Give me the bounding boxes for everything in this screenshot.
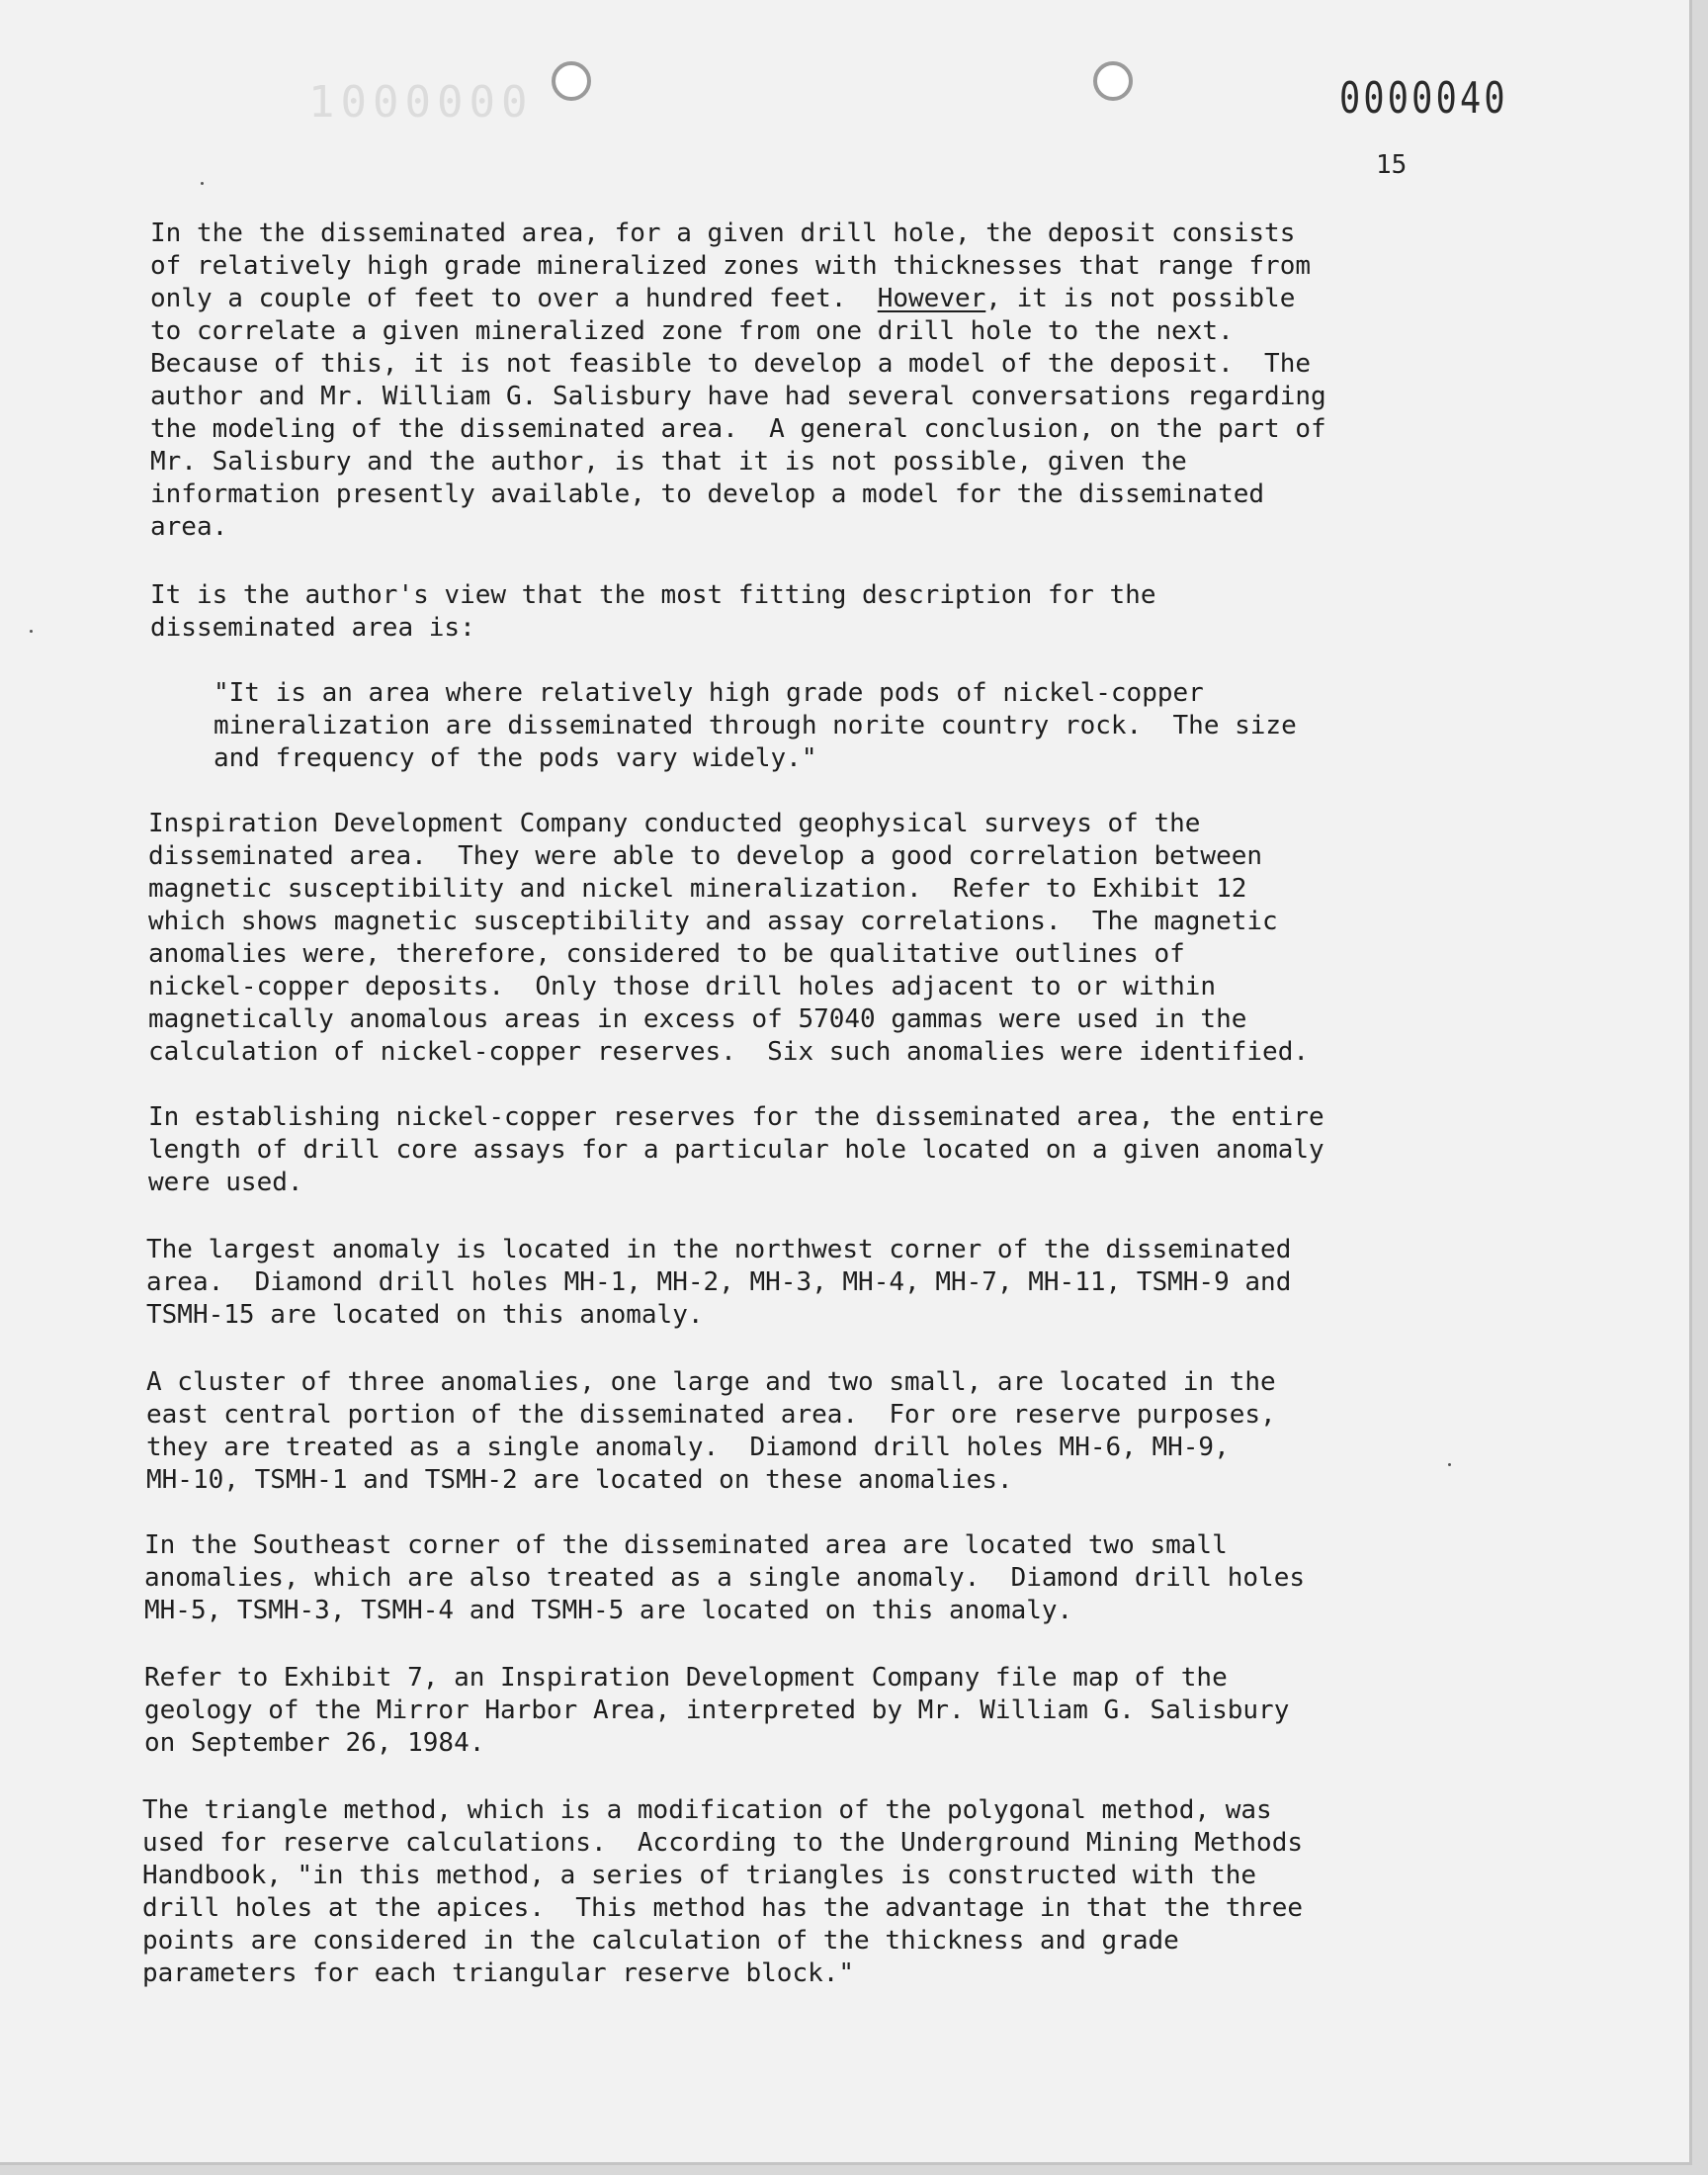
text-line: mineralization are disseminated through norite country rock. The size <box>214 711 1297 740</box>
text-line: magnetically anomalous areas in excess of 57040 gammas were used in the <box>148 1004 1247 1034</box>
text-line: calculation of nickel-copper reserves. Six such anomalies were identified. <box>148 1037 1309 1067</box>
text-line: area. <box>150 512 228 542</box>
text-line: Mr. Salisbury and the author, is that it is not possible, given the <box>150 447 1187 477</box>
scan-speck <box>201 182 204 185</box>
text-line: anomalies were, therefore, considered to be qualitative outlines of <box>148 939 1185 969</box>
paragraph-cluster-anomalies <box>146 1366 1276 1497</box>
text-line: they are treated as a single anomaly. Diamond drill holes MH-6, MH-9, <box>146 1433 1230 1462</box>
text-line: east central portion of the disseminated area. For ore reserve purposes, <box>146 1400 1276 1430</box>
text-line: Refer to Exhibit 7, an Inspiration Development Company file map of the <box>144 1663 1228 1693</box>
text-line: disseminated area. They were able to develop a good correlation between <box>148 841 1263 871</box>
text-line: were used. <box>148 1168 303 1197</box>
block-quote <box>214 677 1297 775</box>
text-line: and frequency of the pods vary widely." <box>214 743 817 773</box>
text-line: author and Mr. William G. Salisbury have had several conversations regarding <box>150 382 1326 411</box>
text-line: A cluster of three anomalies, one large and two small, are located in the <box>146 1367 1276 1397</box>
text-line: nickel-copper deposits. Only those drill holes adjacent to or within <box>148 972 1217 1001</box>
punch-hole-right <box>1093 61 1133 101</box>
faded-bates-stamp: 1000000 <box>308 77 534 128</box>
text-line: In the Southeast corner of the disseminated area are located two small <box>144 1530 1228 1560</box>
text-line <box>150 283 1326 315</box>
text-line: MH-5, TSMH-3, TSMH-4 and TSMH-5 are located on this anomaly. <box>144 1596 1073 1625</box>
text-segment: , it is not possible <box>985 284 1296 313</box>
paragraph-southeast-anomalies <box>144 1529 1305 1627</box>
underlined-word: However <box>877 284 986 313</box>
paragraph-exhibit-7 <box>144 1662 1289 1760</box>
text-line: of relatively high grade mineralized zones with thicknesses that range from <box>150 251 1311 281</box>
text-line: In the the disseminated area, for a given drill hole, the deposit consists <box>150 218 1296 248</box>
text-line: Inspiration Development Company conducted geophysical surveys of the <box>148 809 1201 838</box>
punch-hole-left <box>552 61 591 101</box>
text-line: The largest anomaly is located in the northwest corner of the disseminated <box>146 1235 1292 1264</box>
text-line: length of drill core assays for a particular hole located on a given anomaly <box>148 1135 1324 1165</box>
scan-speck <box>1448 1463 1451 1466</box>
text-line: area. Diamond drill holes MH-1, MH-2, MH-3, MH-4, MH-7, MH-11, TSMH-9 and <box>146 1267 1292 1297</box>
text-line: disseminated area is: <box>150 613 475 643</box>
paragraph-establishing-reserves <box>148 1101 1324 1199</box>
paragraph-author-view <box>150 579 1155 645</box>
paragraph-largest-anomaly <box>146 1234 1291 1332</box>
text-line: Handbook, "in this method, a series of triangles is constructed with the <box>142 1861 1257 1890</box>
text-line: "It is an area where relatively high grade pods of nickel-copper <box>214 678 1204 708</box>
text-line: information presently available, to develop a model for the disseminated <box>150 479 1265 509</box>
text-line: drill holes at the apices. This method has the advantage in that the three <box>142 1893 1303 1923</box>
text-line: anomalies, which are also treated as a single anomaly. Diamond drill holes <box>144 1563 1305 1593</box>
text-line: magnetic susceptibility and nickel mineralization. Refer to Exhibit 12 <box>148 874 1247 904</box>
text-line: Because of this, it is not feasible to develop a model of the deposit. The <box>150 349 1311 379</box>
paragraph-geophysical-surveys <box>148 808 1309 1069</box>
bates-number-stamp: 0000040 <box>1339 73 1508 124</box>
page-number: 15 <box>1376 150 1408 180</box>
paragraph-triangle-method <box>142 1794 1303 1990</box>
text-line: TSMH-15 are located on this anomaly. <box>146 1300 704 1330</box>
text-line: points are considered in the calculation of the thickness and grade <box>142 1926 1179 1956</box>
text-line: which shows magnetic susceptibility and assay correlations. The magnetic <box>148 907 1278 936</box>
text-segment: only a couple of feet to over a hundred feet. <box>150 284 878 313</box>
text-line: on September 26, 1984. <box>144 1728 485 1758</box>
text-line: It is the author's view that the most fitting description for the <box>150 580 1156 610</box>
text-line: to correlate a given mineralized zone from one drill hole to the next. <box>150 316 1234 346</box>
text-line: The triangle method, which is a modification of the polygonal method, was <box>142 1795 1272 1825</box>
text-line: parameters for each triangular reserve block." <box>142 1958 855 1988</box>
text-line: geology of the Mirror Harbor Area, interpreted by Mr. William G. Salisbury <box>144 1696 1290 1725</box>
text-line: MH-10, TSMH-1 and TSMH-2 are located on these anomalies. <box>146 1465 1013 1495</box>
text-line: In establishing nickel-copper reserves for the disseminated area, the entire <box>148 1102 1324 1132</box>
text-line: the modeling of the disseminated area. A general conclusion, on the part of <box>150 414 1326 444</box>
scan-speck <box>30 630 33 633</box>
paragraph-disseminated-area-description <box>150 218 1326 544</box>
text-line: used for reserve calculations. According to the Underground Mining Methods <box>142 1828 1303 1858</box>
